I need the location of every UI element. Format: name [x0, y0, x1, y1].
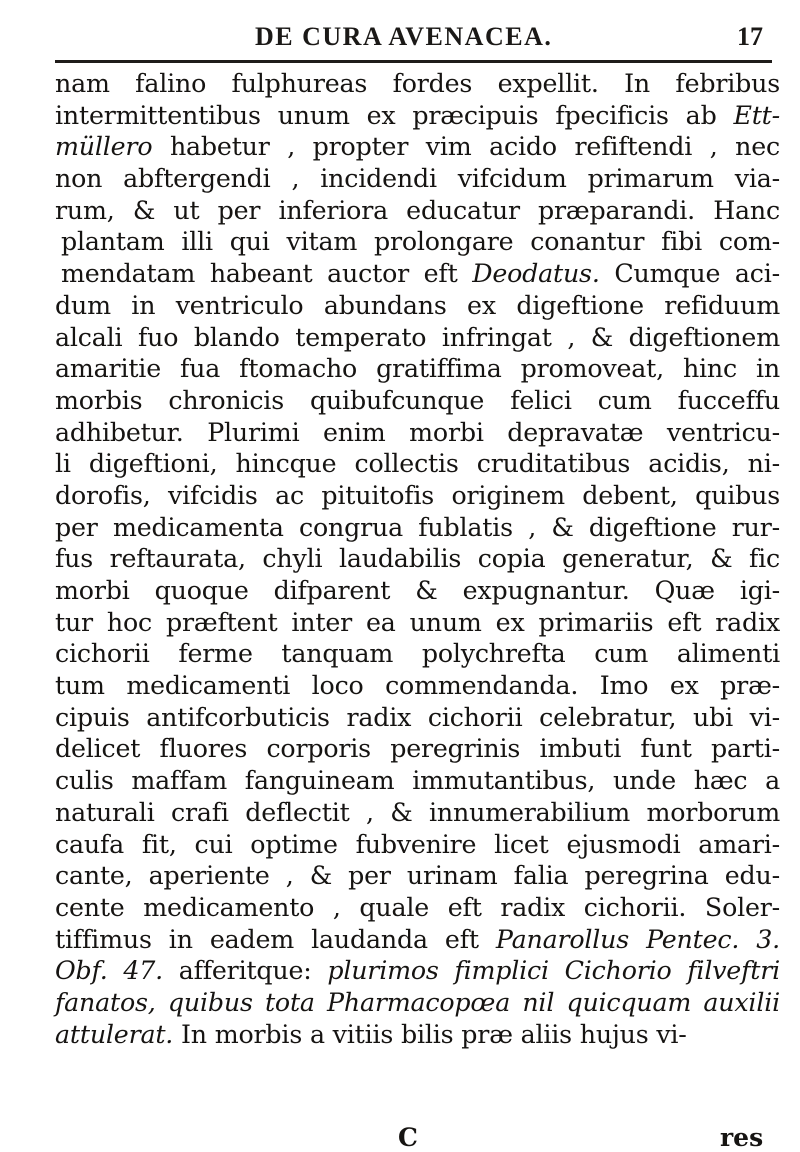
text-segment: morbi quoque difparent & expugnantur. Quæ igi- — [55, 576, 780, 605]
text-segment: cichorii ferme tanquam polychrefta cum alimenti — [55, 639, 780, 669]
text-segment: tiffimus in eadem laudanda eft — [55, 924, 496, 954]
text-segment: plantam illi qui vitam prolongare conantur fibi com- — [61, 227, 780, 257]
text-line — [55, 226, 780, 258]
running-header — [0, 18, 800, 58]
text-line — [55, 860, 780, 892]
text-segment: nam falino fulphureas fordes expellit. In febribus — [55, 69, 780, 98]
text-line — [55, 607, 780, 639]
text-segment: morbis chronicis quibufcunque felici cum fucceffu — [55, 385, 780, 415]
text-line — [55, 892, 780, 924]
text-segment: naturali crafi deflectit , & innumerabilium morborum — [55, 797, 780, 827]
text-segment: amaritie fua ftomacho gratiffima promoveat, hinc in — [55, 354, 780, 384]
text-segment: cante, aperiente , & per urinam falia peregrina edu- — [55, 861, 780, 891]
text-segment: cipuis antifcorbuticis radix cichorii celebratur, ubi vi- — [55, 702, 780, 732]
text-segment: delicet fluores corporis peregrinis imbuti funt parti- — [55, 734, 780, 764]
italic-text: Panarollus Pentec. 3. — [495, 924, 780, 954]
text-line — [55, 480, 780, 512]
text-line — [55, 163, 780, 195]
text-segment: caufa fit, cui optime fubvenire licet ejusmodi amari- — [55, 829, 780, 859]
text-line — [55, 638, 780, 670]
text-line — [55, 290, 780, 322]
text-line — [55, 417, 780, 449]
text-segment: habetur , propter vim acido refiftendi , nec — [152, 132, 780, 162]
header-rule — [55, 60, 772, 63]
italic-text: plurimos fimplici Cichorio filveftri — [327, 956, 780, 986]
text-segment: intermittentibus unum ex præcipuis fpecificis ab — [55, 100, 734, 130]
text-segment: culis maffam fanguineam immutantibus, unde hæc a — [55, 766, 780, 796]
text-line — [55, 68, 780, 100]
italic-text: Obf. 47. — [55, 956, 163, 986]
text-line — [55, 543, 780, 575]
text-segment: non abftergendi , incidendi vifcidum primarum via- — [55, 164, 780, 194]
text-segment: fus reftaurata, chyli laudabilis copia generatur, & fic — [55, 544, 780, 574]
running-title: DE CURA AVENACEA. — [255, 22, 553, 51]
text-segment: dorofis, vifcidis ac pituitofis originem debent, quibus — [55, 480, 780, 510]
text-line — [55, 195, 780, 227]
italic-text: müllero — [55, 132, 153, 162]
text-line — [55, 385, 780, 417]
text-line — [55, 765, 780, 797]
text-segment: mendatam habeant auctor eft — [61, 259, 473, 289]
text-line — [55, 733, 780, 765]
text-line — [55, 924, 780, 956]
text-segment: cente medicamento , quale eft radix cichorii. Soler- — [55, 892, 780, 922]
text-segment: per medicamenta congrua fublatis , & digeftione rur- — [55, 512, 780, 542]
page-number: 17 — [737, 22, 763, 51]
italic-text: fanatos, quibus tota Pharmacopœa nil quicquam auxilii — [55, 987, 780, 1017]
text-line — [55, 670, 780, 702]
text-line — [55, 448, 780, 480]
text-line — [55, 258, 780, 290]
text-line — [55, 987, 780, 1019]
text-line — [55, 353, 780, 385]
text-segment: tur hoc præftent inter ea unum ex primariis eft radix — [55, 607, 780, 637]
text-segment: tum medicamenti loco commendanda. Imo ex præ- — [55, 671, 780, 701]
text-segment: Cumque aci- — [599, 259, 780, 289]
text-line — [55, 829, 780, 861]
text-segment: adhibetur. Plurimi enim morbi depravatæ ventricu- — [55, 417, 780, 447]
italic-text: attulerat. — [55, 1019, 174, 1049]
signature-mark: C — [398, 1123, 418, 1152]
italic-text: Deodatus. — [472, 259, 600, 289]
catchword: res — [720, 1123, 764, 1152]
italic-text: Ett- — [733, 100, 780, 130]
text-segment: dum in ventriculo abundans ex digeftione refiduum — [55, 290, 780, 320]
text-segment: li digeftioni, hincque collectis cruditatibus acidis, ni- — [55, 449, 780, 479]
text-segment: afferitque: — [162, 956, 328, 986]
text-line — [55, 1019, 780, 1051]
text-line — [55, 322, 780, 354]
text-line — [55, 100, 780, 132]
text-line — [55, 702, 780, 734]
body-text — [55, 68, 780, 1050]
text-segment: alcali fuo blando temperato infringat , & digeftionem — [55, 322, 780, 352]
text-segment: rum, & ut per inferiora educatur præparandi. Hanc — [55, 195, 780, 225]
text-line — [55, 575, 780, 607]
text-segment: In morbis a vitiis bilis præ aliis hujus vi- — [173, 1019, 687, 1049]
text-line — [55, 131, 780, 163]
text-line — [55, 797, 780, 829]
text-line — [55, 955, 780, 987]
text-line — [55, 512, 780, 544]
